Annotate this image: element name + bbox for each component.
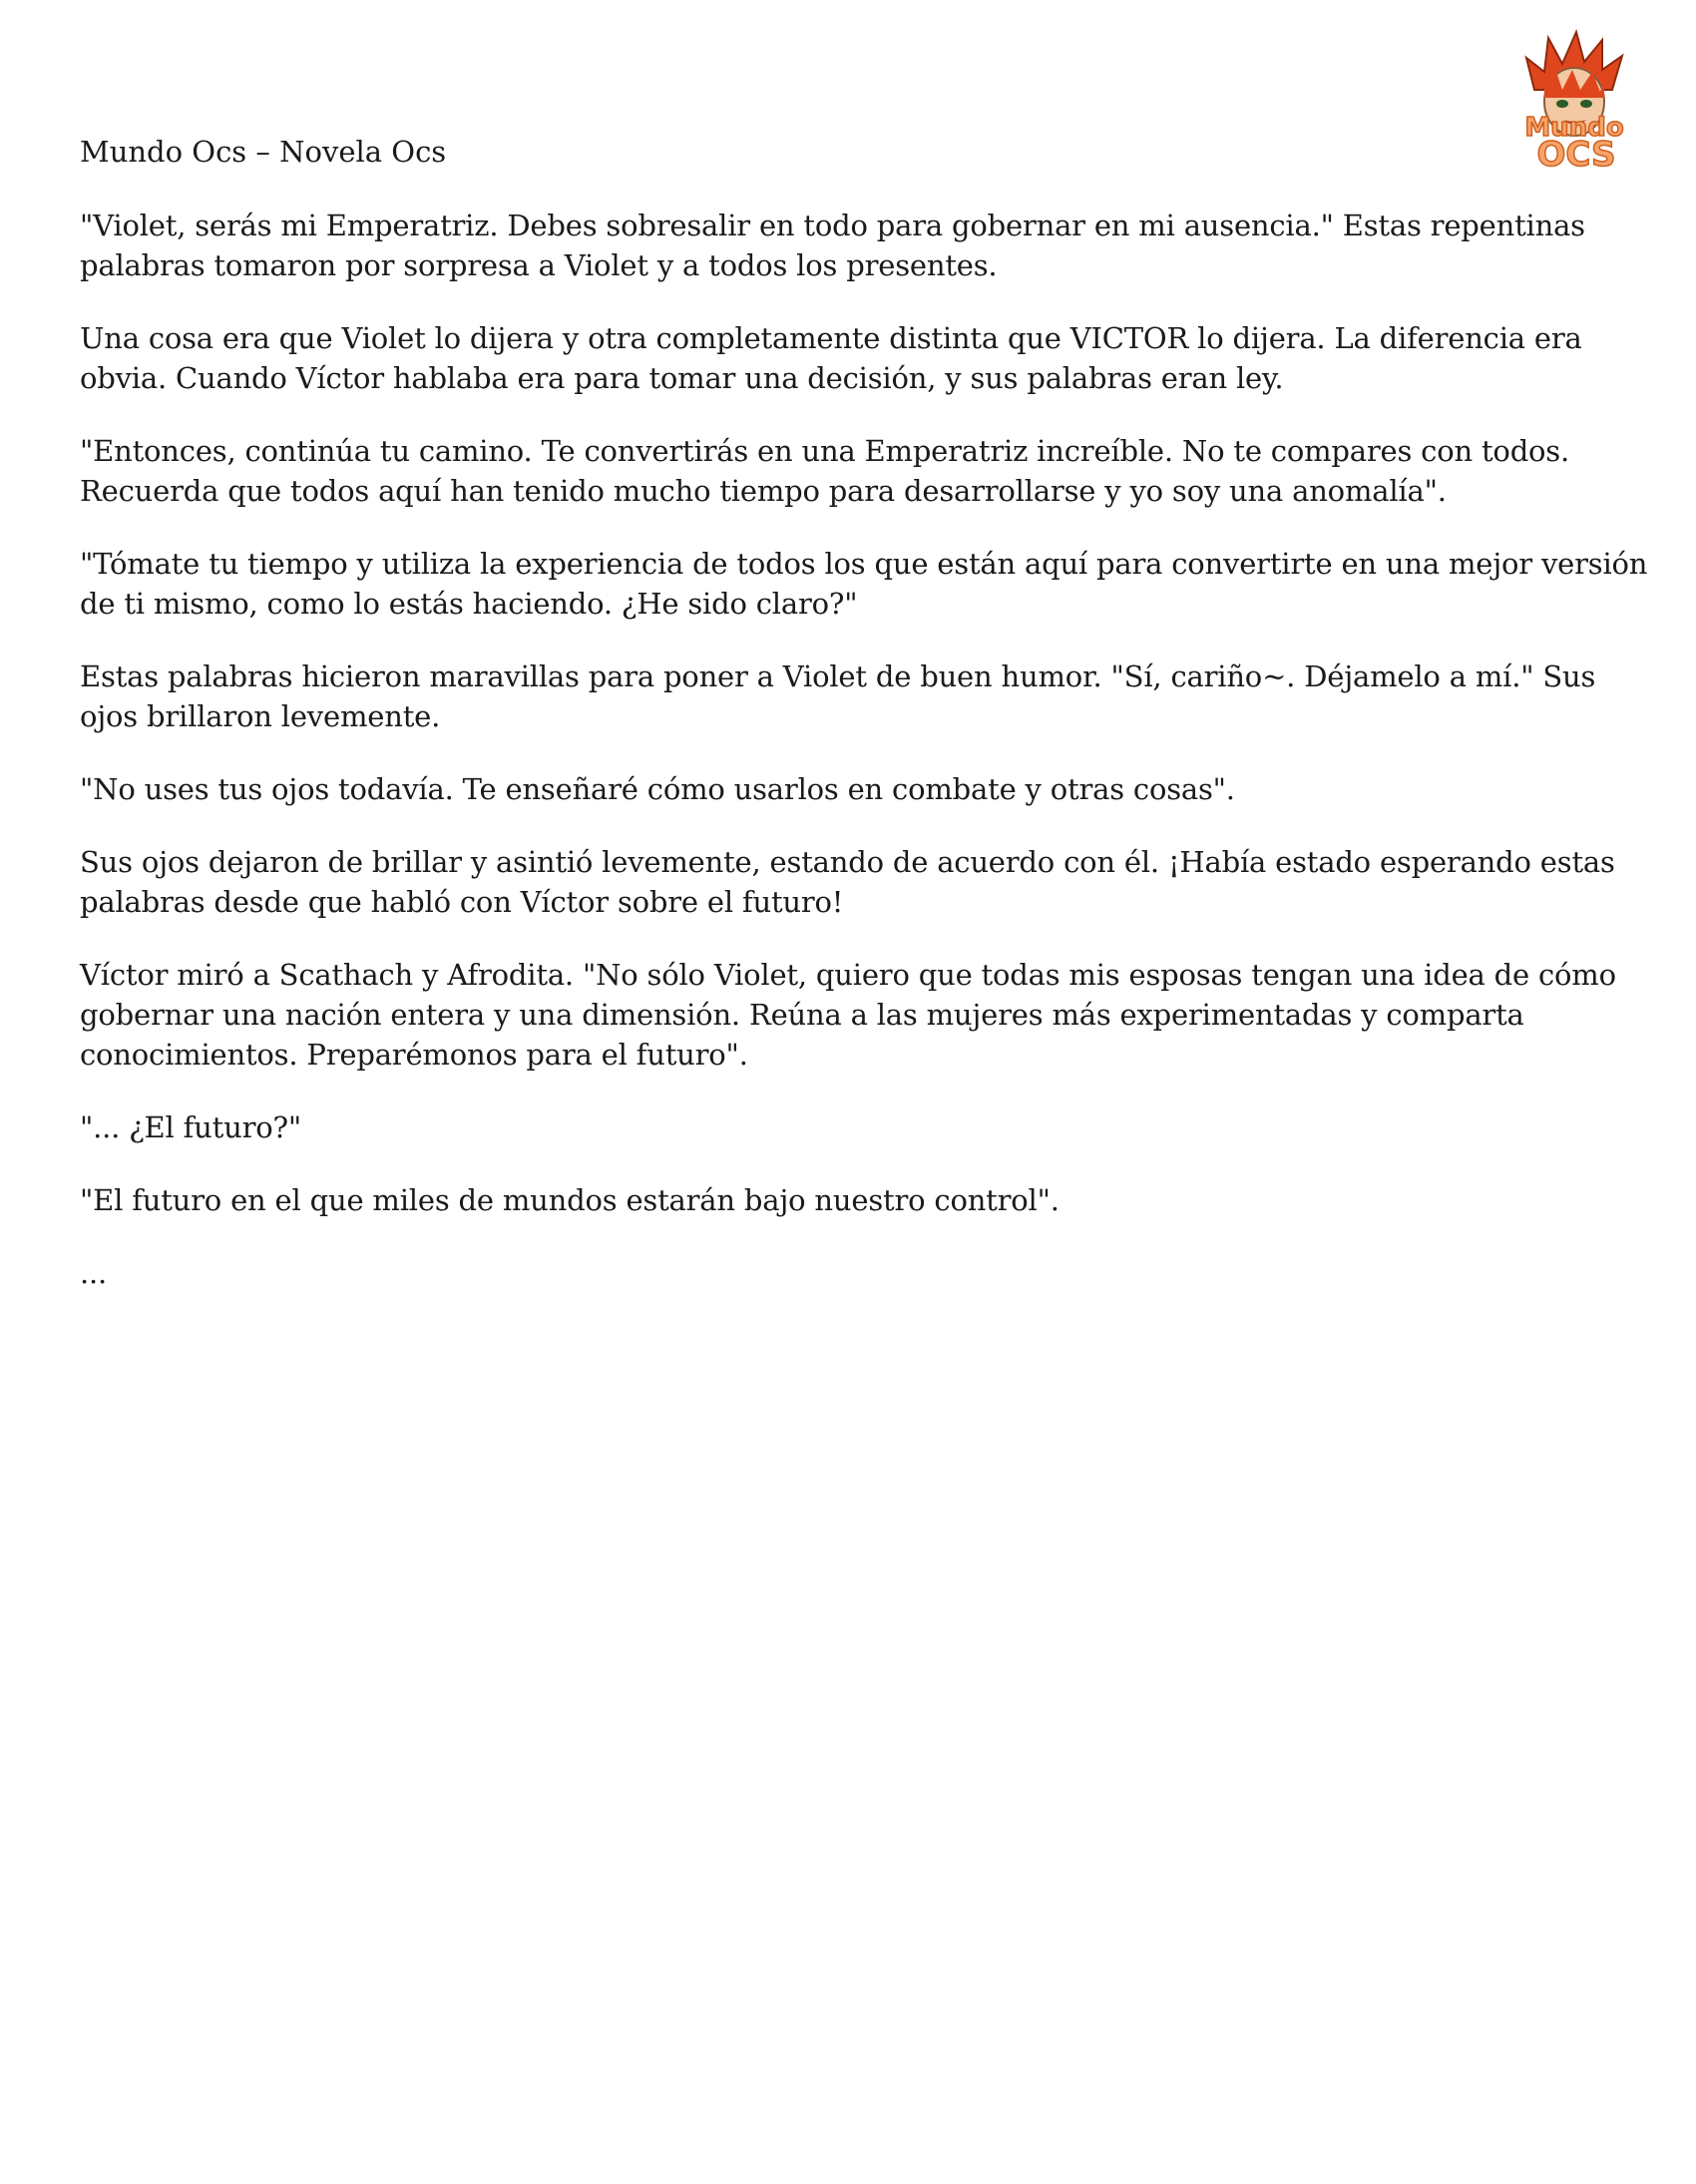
document-header: Mundo Ocs – Novela Ocs <box>80 135 447 169</box>
mundo-ocs-logo-icon <box>1504 28 1644 174</box>
paragraph-6: "No uses tus ojos todavía. Te enseñaré cómo usarlos en combate y otras cosas". <box>80 772 1235 806</box>
paragraph-11: ... <box>80 1256 108 1290</box>
paragraph-7: Sus ojos dejaron de brillar y asintió levemente, estando de acuerdo con él. ¡Había estado esperando estas palabras desde que habló con Víctor sobre el futuro! <box>80 845 1615 919</box>
logo-text-line2: OCS <box>1536 135 1616 174</box>
paragraph-2: Una cosa era que Violet lo dijera y otra completamente distinta que VICTOR lo dijera. La diferencia era obvia. Cuando Víctor hablaba era para tomar una decisión, y sus palabras eran ley. <box>80 321 1582 395</box>
paragraph-5: Estas palabras hicieron maravillas para poner a Violet de buen humor. "Sí, cariño~. Déjamelo a mí." Sus ojos brillaron levemente. <box>80 659 1596 733</box>
paragraph-10: "El futuro en el que miles de mundos estarán bajo nuestro control". <box>80 1183 1060 1217</box>
paragraph-4: "Tómate tu tiempo y utiliza la experiencia de todos los que están aquí para convertirte en una mejor versión de ti mismo, como lo estás haciendo. ¿He sido claro?" <box>80 547 1648 621</box>
paragraph-1: "Violet, serás mi Emperatriz. Debes sobresalir en todo para gobernar en mi ausencia." Estas repentinas palabras tomaron por sorpresa a Violet y a todos los presentes. <box>80 209 1585 282</box>
paragraph-3: "Entonces, continúa tu camino. Te convertirás en una Emperatriz increíble. No te compares con todos. Recuerda que todos aquí han tenido mucho tiempo para desarrollarse y yo soy una anomalía". <box>80 434 1570 508</box>
logo-text-line1: Mundo <box>1524 113 1624 143</box>
paragraph-8: Víctor miró a Scathach y Afrodita. "No sólo Violet, quiero que todas mis esposas tengan una idea de cómo gobernar una nación entera y una dimensión. Reúna a las mujeres más experimentadas y comparta conocimientos. Preparémonos para el futuro". <box>80 958 1616 1072</box>
document-body <box>80 206 1656 1326</box>
paragraph-9: "... ¿El futuro?" <box>80 1110 301 1144</box>
